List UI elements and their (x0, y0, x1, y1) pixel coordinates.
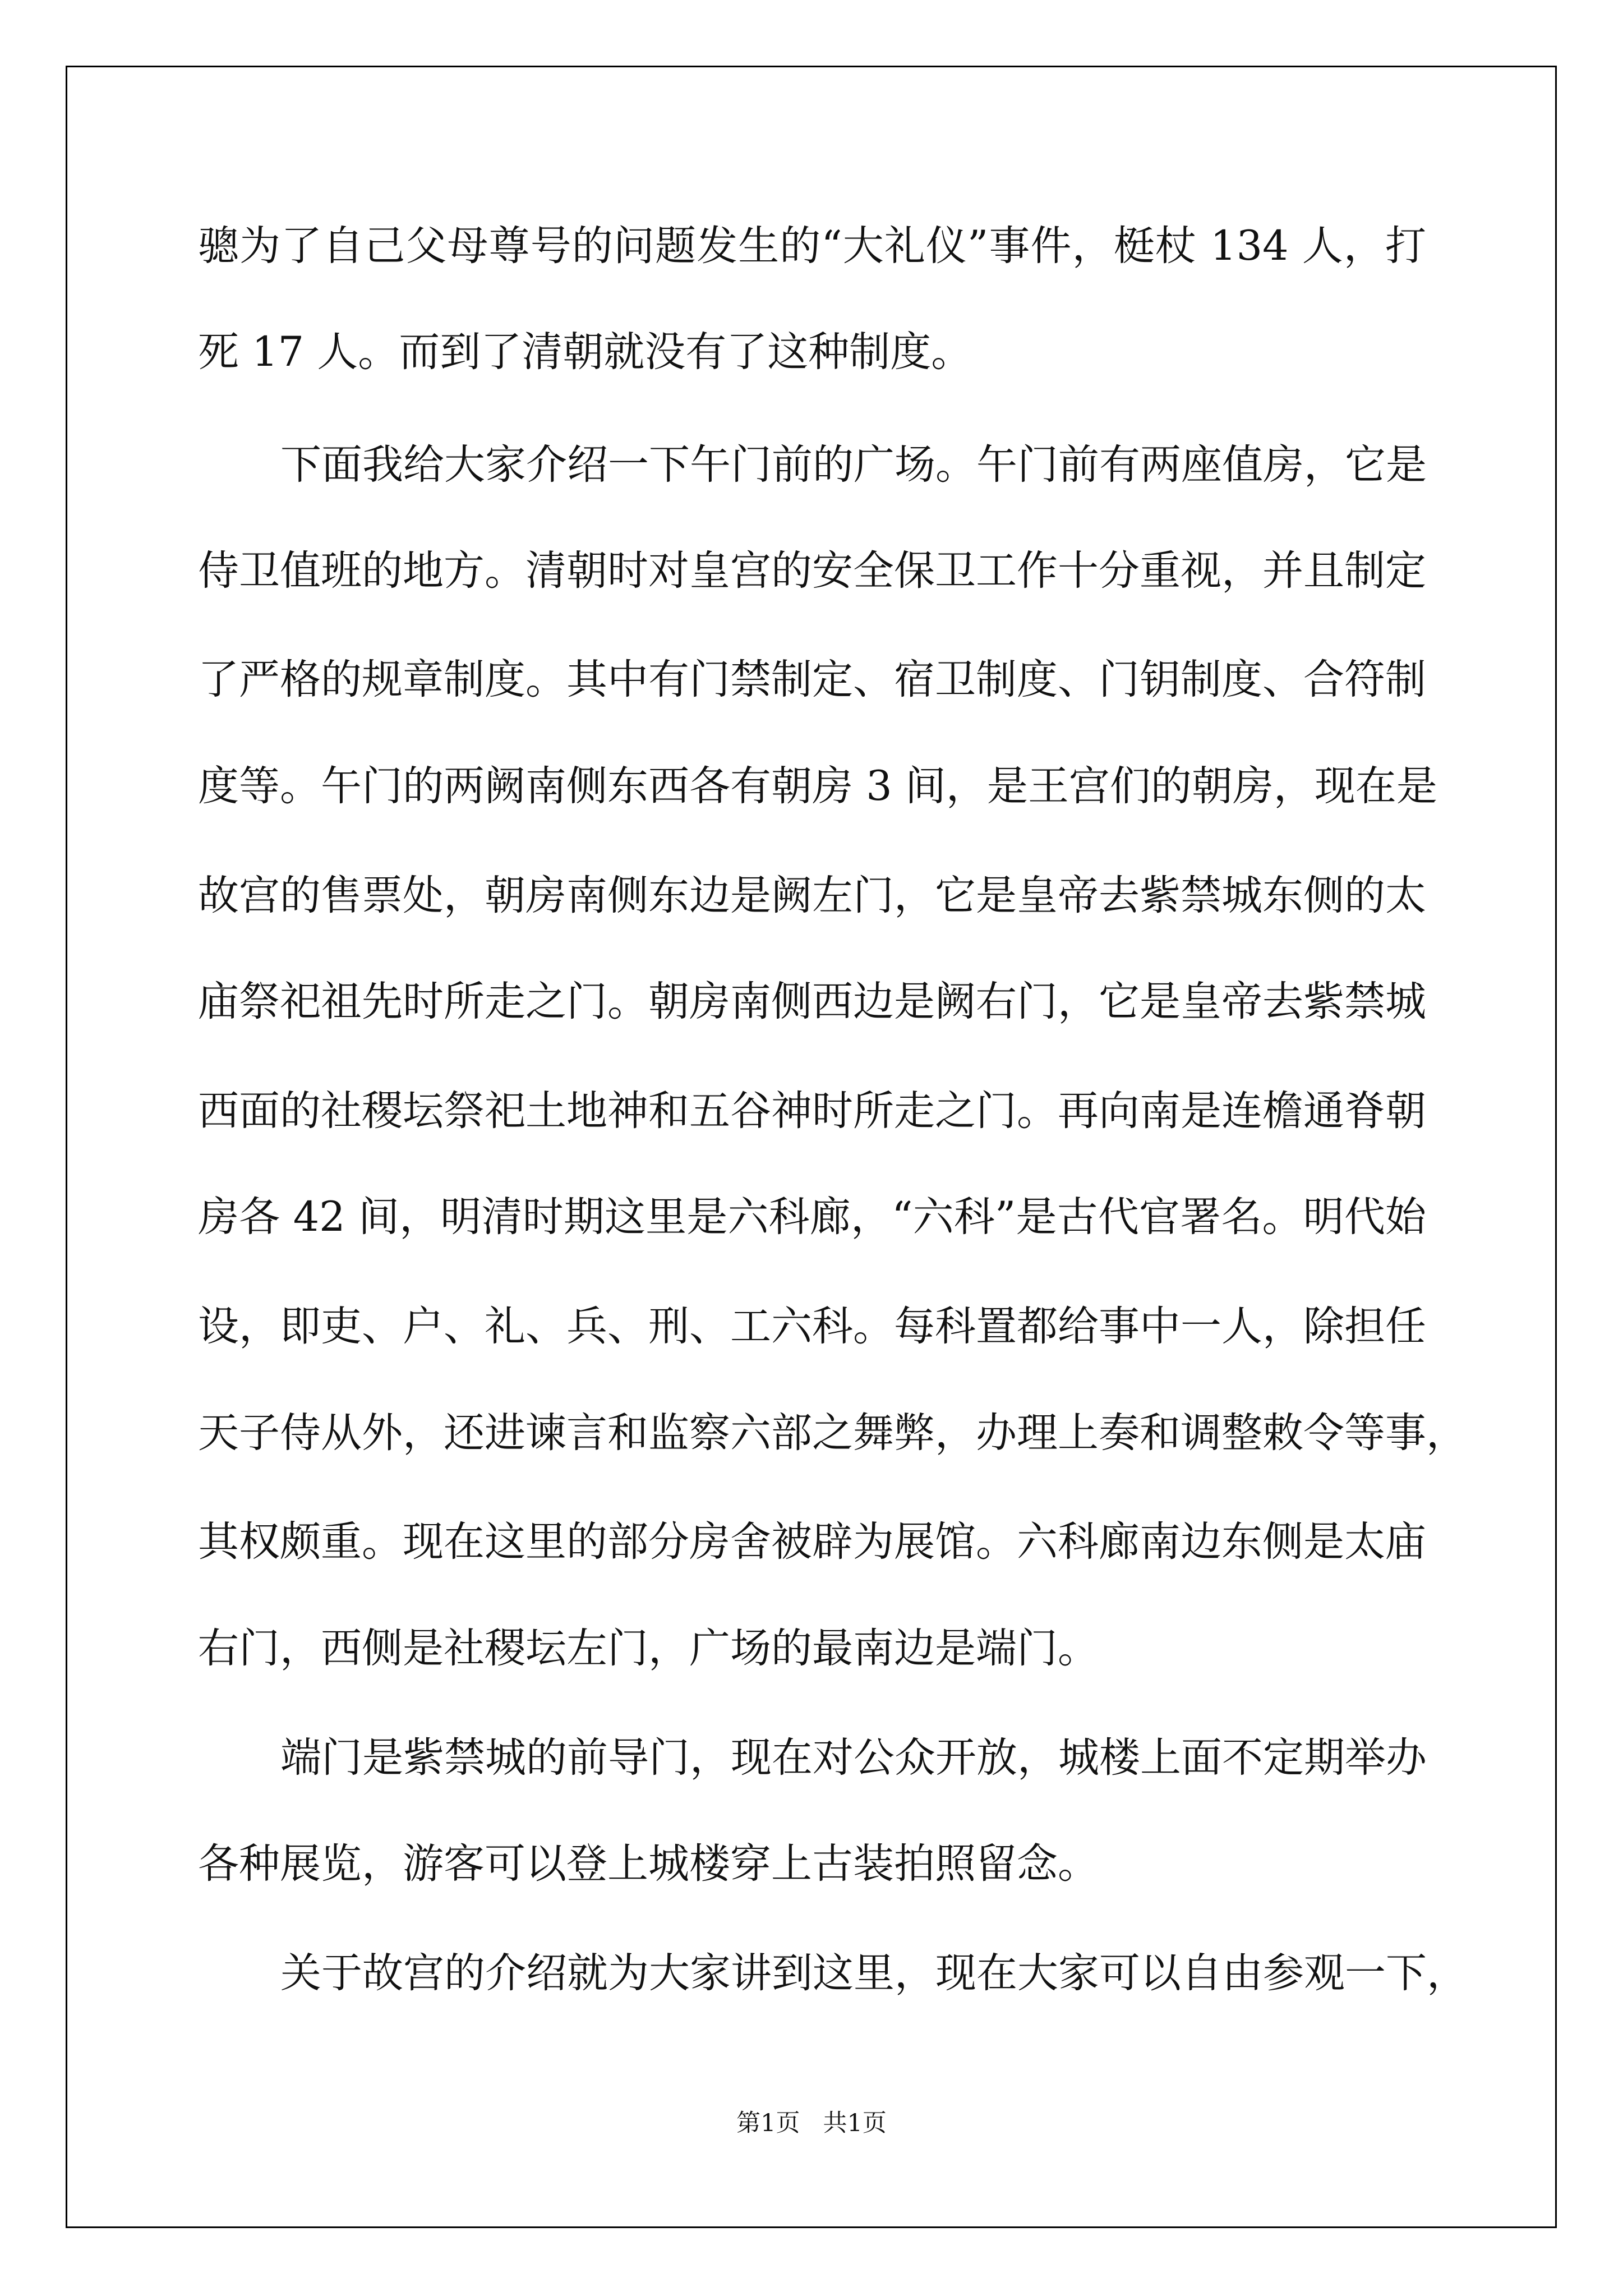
text-line-3: 下面我给大家介绍一下午门前的广场。午门前有两座值房，它是 (280, 441, 1427, 489)
text-line-8: 庙祭祀祖先时所走之门。朝房南侧西边是阙右门，它是皇帝去紫禁城 (198, 978, 1426, 1025)
text-line-2: 死 17 人。而到了清朝就没有了这种制度。 (198, 328, 972, 376)
page-border (66, 66, 1557, 2228)
text-line-7: 故宫的售票处，朝房南侧东边是阙左门，它是皇帝去紫禁城东侧的太 (198, 872, 1426, 919)
text-line-9: 西面的社稷坛祭祀土地神和五谷神时所走之门。再向南是连檐通脊朝 (198, 1087, 1426, 1135)
text-line-4: 侍卫值班的地方。清朝时对皇宫的安全保卫工作十分重视，并且制定 (198, 547, 1426, 595)
text-line-11: 设，即吏、户、礼、兵、刑、工六科。每科置都给事中一人，除担任 (198, 1303, 1426, 1350)
text-line-5: 了严格的规章制度。其中有门禁制定、宿卫制度、门钥制度、合符制 (198, 656, 1426, 703)
text-line-16: 各种展览，游客可以登上城楼穿上古装拍照留念。 (198, 1840, 1099, 1888)
page-number-footer: 第1页 共1页 (736, 2109, 887, 2137)
text-line-14: 右门，西侧是社稷坛左门，广场的最南边是端门。 (198, 1625, 1099, 1672)
text-line-13: 其权颇重。现在这里的部分房舍被辟为展馆。六科廊南边东侧是太庙 (198, 1518, 1426, 1566)
text-line-10: 房各 42 间，明清时期这里是六科廊，“六科”是古代官署名。明代始 (198, 1193, 1426, 1241)
text-line-15: 端门是紫禁城的前导门，现在对公众开放，城楼上面不定期举办 (280, 1734, 1427, 1782)
text-line-17: 关于故宫的介绍就为大家讲到这里，现在大家可以自由参观一下， (280, 1949, 1468, 1997)
text-line-12: 天子侍从外，还进谏言和监察六部之舞弊，办理上奏和调整敕令等事， (198, 1409, 1467, 1457)
text-line-6: 度等。午门的两阙南侧东西各有朝房 3 间，是王宫们的朝房，现在是 (198, 762, 1437, 810)
text-line-1: 骢为了自己父母尊号的问题发生的“大礼仪”事件，梃杖 134 人，打 (198, 222, 1426, 270)
